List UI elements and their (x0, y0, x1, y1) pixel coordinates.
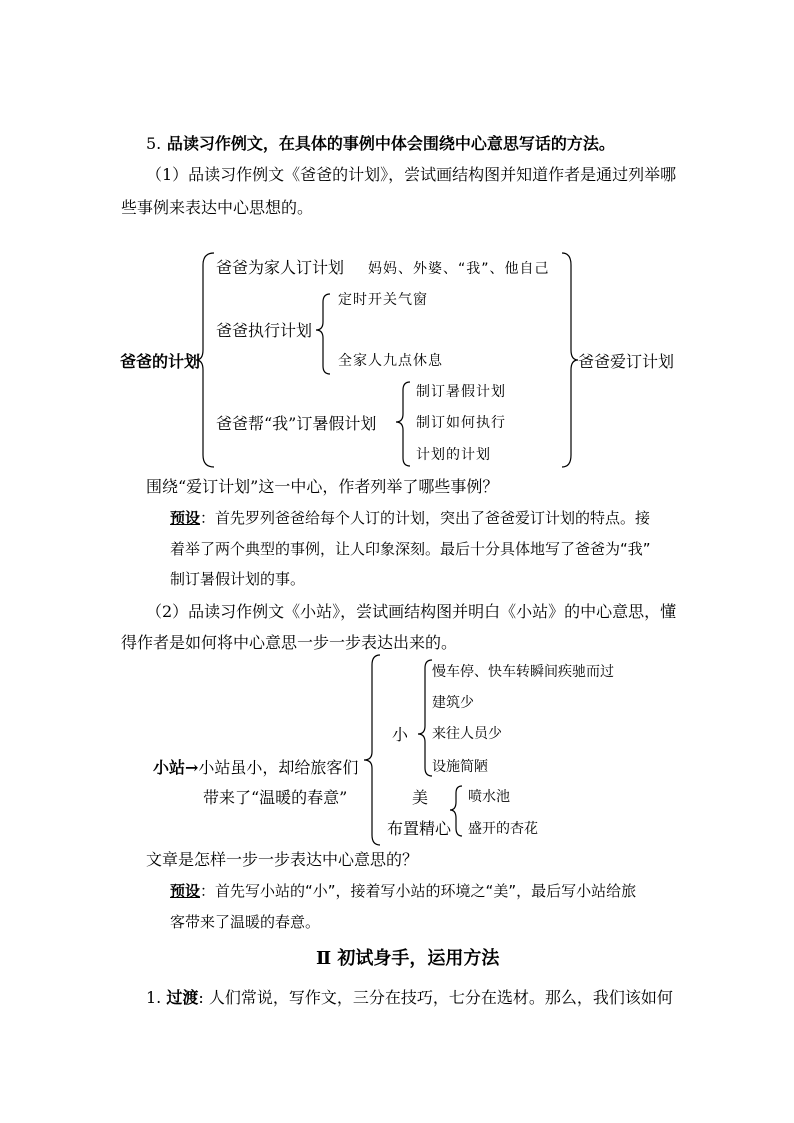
diagram2-main1: 小站虽小，却给旅客们 (198, 758, 359, 777)
item-number: 1. (146, 988, 162, 1007)
answer-a-line2: 着举了两个典型的事例，让人印象深刻。最后十分具体地写了爸爸为“我” (170, 540, 651, 558)
branch3-item: 制订如何执行 (416, 415, 506, 431)
item-tag: 过渡 (166, 988, 199, 1007)
small-item: 建筑少 (432, 695, 474, 711)
question-b: 文章是怎样一步一步表达中心意思的？ (146, 850, 419, 869)
sub1-line2: 些事例来表达中心思想的。 (121, 198, 314, 217)
diagram2-root: 小站 (153, 758, 186, 777)
beauty-item: 喷水池 (468, 789, 510, 805)
diagram1-root: 爸爸的计划 (120, 352, 201, 371)
branch3-label: 爸爸帮“我”订暑假计划 (216, 414, 377, 433)
sub2-line2: 得作者是如何将中心意思一步一步表达出来的。 (121, 633, 458, 652)
branch2-label: 爸爸执行计划 (216, 321, 313, 340)
small-item: 设施简陋 (432, 759, 488, 775)
diagram2-main2: 带来了“温暖的春意” (203, 788, 348, 807)
branch3-item: 制订暑假计划 (416, 384, 506, 400)
beauty-sub: 布置精心 (387, 819, 452, 838)
branch2-item: 定时开关气窗 (338, 292, 428, 308)
question-a: 围绕“爱订计划”这一中心，作者列举了哪些事例？ (146, 477, 499, 496)
beauty-label: 美 (412, 788, 429, 807)
section-heading: Ⅱ 初试身手，运用方法 (316, 948, 500, 969)
branch1-detail: 妈妈、外婆、“我”、他自己 (368, 261, 550, 277)
arrow-icon: → (185, 758, 199, 777)
item-text: : 人们常说，写作文，三分在技巧，七分在选材。那么，我们该如何 (198, 988, 673, 1007)
beauty-item: 盛开的杏花 (468, 821, 538, 837)
item-1 (146, 990, 673, 1006)
branch3-item: 计划的计划 (416, 447, 491, 463)
question-number: 5. (146, 134, 162, 153)
small-item: 来往人员少 (432, 726, 502, 742)
small-label: 小 (392, 725, 409, 744)
diagram1-center: 爸爸爱订计划 (578, 352, 675, 371)
answer-text: ：首先写小站的“小”，接着写小站的环境之“美”，最后写小站给旅 (200, 882, 637, 900)
branch2-item: 全家人九点休息 (338, 353, 443, 369)
question-text: 品读习作例文，在具体的事例中体会围绕中心意思写话的方法。 (166, 134, 615, 153)
small-item: 慢车停、快车转瞬间疾驰而过 (432, 664, 614, 680)
answer-tag: 预设 (170, 509, 201, 527)
answer-a-line3: 制订暑假计划的事。 (170, 570, 306, 588)
sub1-line1: （1）品读习作例文《爸爸的计划》，尝试画结构图并知道作者是通过列举哪 (146, 165, 677, 184)
branch1-label: 爸爸为家人订计划 (216, 258, 345, 277)
answer-b-line1 (170, 884, 636, 899)
answer-b-line2: 客带来了温暖的春意。 (170, 913, 321, 931)
diagram2-root-line (153, 760, 358, 776)
answer-text: ：首先罗列爸爸给每个人订的计划，突出了爸爸爱订计划的特点。接 (200, 509, 651, 527)
answer-tag: 预设 (170, 882, 201, 900)
sub2-line1: （2）品读习作例文《小站》，尝试画结构图并明白《小站》的中心意思，懂 (146, 602, 677, 621)
